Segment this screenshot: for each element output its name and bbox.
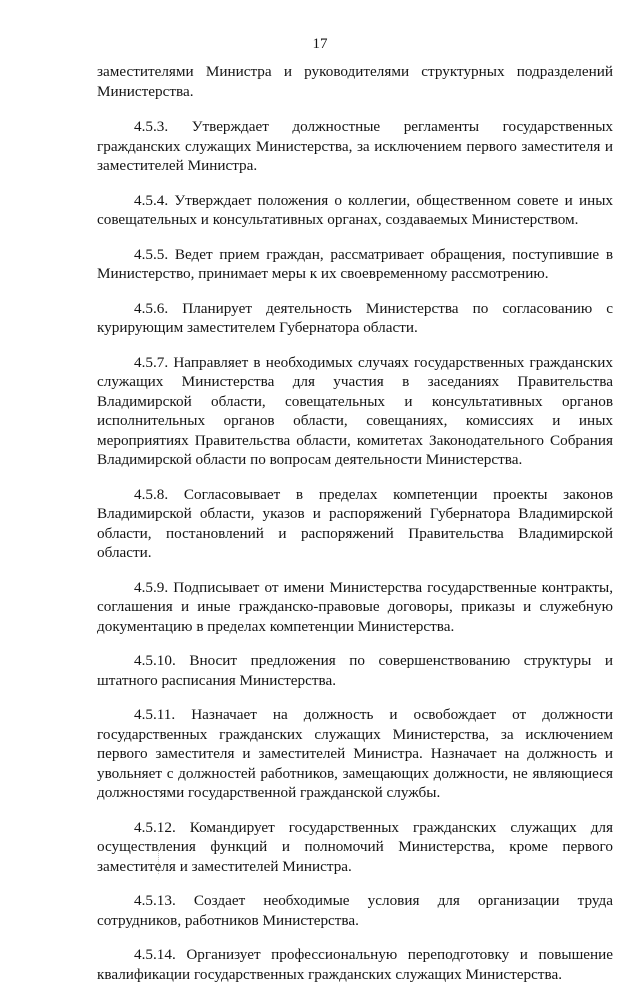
paragraph-4-5-8 bbox=[97, 485, 613, 563]
paragraph-text: Направляет в необходимых случаях государственных гражданских служащих Министерства для участия в заседаниях Правительства Владимирской области, совещательных и консультативных органов исполнительных органов области, совещаниях, комиссиях и иных мероприятиях Правительства области, комитетах Законодательного Собрания Владимирской области по вопросам деятельности Министерства. bbox=[97, 353, 613, 468]
paragraph-number: 4.5.7. bbox=[134, 353, 169, 371]
paragraph-4-5-12 bbox=[97, 818, 613, 877]
paragraph-4-5-14 bbox=[97, 945, 613, 984]
document-body bbox=[97, 62, 613, 999]
paragraph-4-5-10 bbox=[97, 651, 613, 690]
paragraph-4-5-4 bbox=[97, 191, 613, 230]
paragraph-text: заместителями Министра и руководителями структурных подразделений Министерства. bbox=[97, 63, 613, 100]
paragraph-text: Планирует деятельность Министерства по согласованию с курирующим заместителем Губернатора области. bbox=[97, 299, 613, 336]
paragraph-text: Утверждает положения о коллегии, общественном совете и иных совещательных и консультативных органах, создаваемых Министерством. bbox=[97, 191, 614, 228]
paragraph-text: Вносит предложения по совершенствованию структуры и штатного расписания Министерства. bbox=[97, 652, 613, 689]
page-number: 17 bbox=[312, 36, 328, 52]
paragraph-text: Создает необходимые условия для организации труда сотрудников, работников Министерства. bbox=[97, 892, 613, 929]
paragraph-text: Назначает на должность и освобождает от должности государственных гражданских служащих Министерства, за исключением первого заместителя и заместителей Министра. Назначает на должность и увольняет с должностей работников, замещающих должности, не являющиеся должностями государственной гражданской службы. bbox=[97, 706, 613, 801]
paragraph-number: 4.5.10. bbox=[134, 652, 176, 669]
paragraph-text: Ведет прием граждан, рассматривает обращения, поступившие в Министерство, принимает меры к их своевременному рассмотрению. bbox=[97, 245, 613, 282]
paragraph-number: 4.5.5. bbox=[134, 245, 169, 263]
paragraph-4-5-5 bbox=[97, 245, 613, 284]
paragraph-continuation bbox=[97, 62, 613, 101]
paragraph-text: Подписывает от имени Министерства государственные контракты, соглашения и иные гражданско-правовые договоры, приказы и служебную документацию в пределах компетенции Министерства. bbox=[97, 578, 613, 635]
paragraph-text: Утверждает должностные регламенты государственных гражданских служащих Министерства, за исключением первого заместителя и заместителей Министра. bbox=[97, 118, 613, 174]
paragraph-4-5-11 bbox=[97, 705, 613, 803]
paragraph-text: Организует профессиональную переподготовку и повышение квалификации государственных гражданских служащих Министерства. bbox=[97, 946, 613, 983]
paragraph-number: 4.5.3. bbox=[134, 118, 169, 135]
paragraph-text: Командирует государственных гражданских служащих для осуществления функций и полномочий Министерства, кроме первого заместителя и заместителей Министра. bbox=[97, 818, 613, 875]
paragraph-number: 4.5.12. bbox=[134, 818, 176, 836]
paragraph-number: 4.5.8. bbox=[134, 485, 169, 503]
paragraph-number: 4.5.11. bbox=[134, 706, 176, 723]
paragraph-4-5-9 bbox=[97, 578, 613, 637]
paragraph-text: Согласовывает в пределах компетенции проекты законов Владимирской области, указов и распоряжений Губернатора Владимирской области, постановлений и распоряжений Правительства Владимирской области. bbox=[97, 485, 614, 561]
paragraph-number: 4.5.13. bbox=[134, 892, 176, 909]
paragraph-4-5-6 bbox=[97, 299, 613, 338]
paragraph-4-5-13 bbox=[97, 891, 613, 930]
paragraph-4-5-7 bbox=[97, 353, 613, 470]
paragraph-number: 4.5.14. bbox=[134, 946, 176, 963]
paragraph-number: 4.5.4. bbox=[134, 191, 169, 209]
paragraph-4-5-3 bbox=[97, 117, 613, 176]
paragraph-number: 4.5.9. bbox=[134, 578, 169, 596]
scan-artifact-line bbox=[158, 850, 160, 874]
paragraph-number: 4.5.6. bbox=[134, 299, 169, 317]
